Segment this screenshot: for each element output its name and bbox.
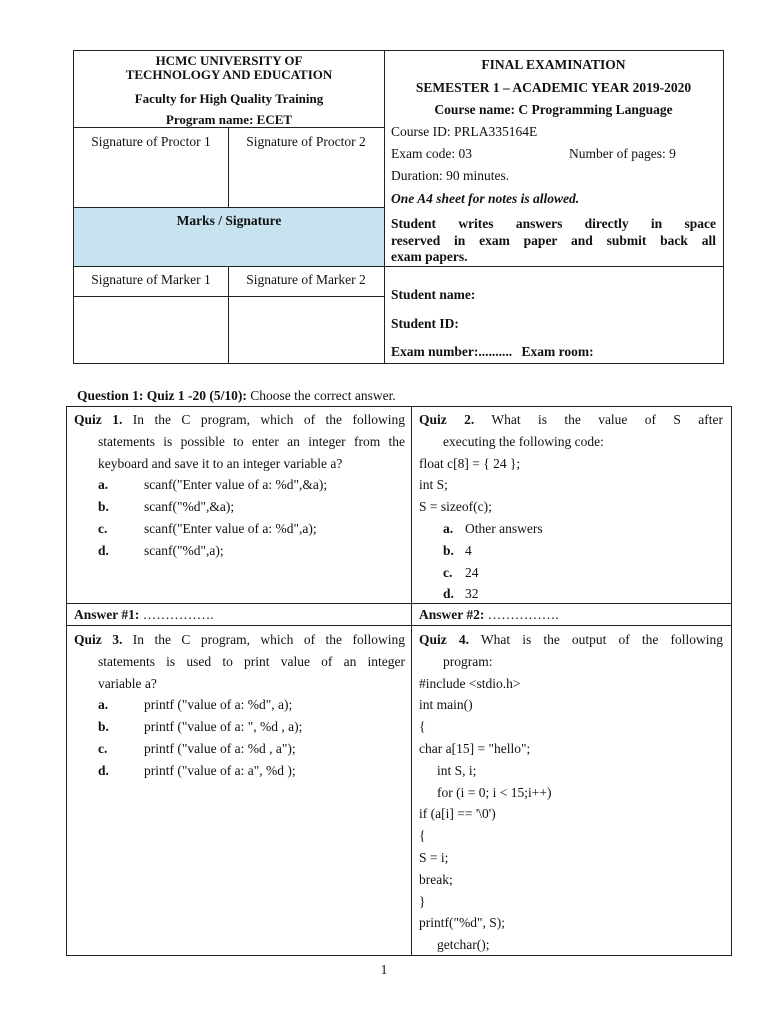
option-text: scanf("%d",&a); xyxy=(144,499,235,515)
course-id: Course ID: PRLA335164E xyxy=(391,124,538,139)
proctor2-signature-label: Signature of Proctor 2 xyxy=(246,134,366,149)
quiz3-option-c[interactable] xyxy=(74,738,405,760)
quiz3-option-b[interactable] xyxy=(74,716,405,738)
option-label: b. xyxy=(98,499,109,515)
code-line: for (i = 0; i < 15;i++) xyxy=(437,784,552,800)
quiz1-option-d[interactable] xyxy=(74,540,405,562)
proctor1-signature-label: Signature of Proctor 1 xyxy=(91,134,211,149)
quiz3-text: variable a? xyxy=(98,675,157,691)
quiz4-text: program: xyxy=(443,653,493,669)
answer2[interactable] xyxy=(419,604,559,626)
quiz4-text: What is the output of the following xyxy=(469,632,723,647)
code-line: { xyxy=(419,719,426,735)
quiz2-option-c[interactable] xyxy=(419,562,723,584)
question1-title: Question 1: Quiz 1 -20 (5/10): xyxy=(77,388,247,403)
code-line: } xyxy=(419,893,426,909)
option-text: Other answers xyxy=(465,520,543,536)
code-line: int S, i; xyxy=(437,762,477,778)
instruction-line: exam papers. xyxy=(391,249,468,264)
quiz4-question xyxy=(419,629,723,651)
answer1-dots: ……………. xyxy=(139,607,214,622)
option-label: d. xyxy=(98,762,109,778)
code-line: char a[15] = "hello"; xyxy=(419,740,531,756)
exam-number-label: Exam number:.......... xyxy=(391,344,513,359)
option-text: printf ("value of a: ", %d , a); xyxy=(144,719,303,735)
divider xyxy=(411,407,412,955)
marks-label: Marks / Signature xyxy=(176,213,282,228)
option-text: printf ("value of a: %d , a"); xyxy=(144,740,296,756)
option-label: a. xyxy=(443,520,454,536)
quiz2-cell xyxy=(419,409,723,605)
divider xyxy=(74,296,384,297)
option-label: a. xyxy=(98,697,109,713)
quiz1-option-b[interactable] xyxy=(74,496,405,518)
option-text: 4 xyxy=(465,542,472,558)
instruction-line: Student writes answers directly in space xyxy=(391,216,716,231)
option-label: d. xyxy=(443,586,454,602)
code-line: break; xyxy=(419,871,453,887)
duration: Duration: 90 minutes. xyxy=(391,168,510,183)
code-line: { xyxy=(419,828,426,844)
answer1[interactable] xyxy=(74,604,214,626)
quiz1-cell xyxy=(74,409,405,562)
option-label: c. xyxy=(443,564,453,580)
option-text: scanf("Enter value of a: %d",a); xyxy=(144,520,317,536)
semester: SEMESTER 1 – ACADEMIC YEAR 2019-2020 xyxy=(415,80,692,95)
quiz3-option-a[interactable] xyxy=(74,694,405,716)
student-name-label: Student name: xyxy=(391,287,476,302)
quiz2-option-b[interactable] xyxy=(419,540,723,562)
quiz1-option-a[interactable] xyxy=(74,474,405,496)
university-name xyxy=(74,54,384,82)
notes-allowed: One A4 sheet for notes is allowed. xyxy=(391,191,580,206)
page-count: Number of pages: 9 xyxy=(569,146,676,161)
marker1-signature-label: Signature of Marker 1 xyxy=(91,272,211,287)
page-number: 1 xyxy=(380,962,388,977)
quiz2-text: executing the following code: xyxy=(443,433,604,449)
marks-band xyxy=(74,208,384,266)
exam-title: FINAL EXAMINATION xyxy=(481,57,626,72)
code-line: #include <stdio.h> xyxy=(419,675,521,691)
university-line: TECHNOLOGY AND EDUCATION xyxy=(125,67,333,82)
code-line: int S; xyxy=(419,477,448,493)
marker2-signature-label: Signature of Marker 2 xyxy=(246,272,366,287)
code-line: if (a[i] == '\0') xyxy=(419,806,496,822)
quiz1-question xyxy=(74,409,405,431)
quiz1-text: keyboard and save it to an integer variable a? xyxy=(98,455,343,471)
question1-heading xyxy=(77,388,396,404)
instruction-line: reserved in exam paper and submit back all xyxy=(391,232,716,248)
option-text: 24 xyxy=(465,564,479,580)
answer2-dots: ……………. xyxy=(484,607,559,622)
course-name: Course name: C Programming Language xyxy=(434,102,673,117)
exam-number-room xyxy=(391,344,594,360)
program-name: Program name: ECET xyxy=(165,112,293,127)
question1-instruction: Choose the correct answer. xyxy=(246,388,396,403)
quiz1-text: statements is possible to enter an integer from the xyxy=(98,433,405,449)
quiz3-cell xyxy=(74,629,405,782)
quiz-table xyxy=(66,406,732,956)
option-text: scanf("%d",a); xyxy=(144,542,224,558)
option-label: d. xyxy=(98,542,109,558)
option-label: c. xyxy=(98,520,108,536)
exam-code: Exam code: 03 xyxy=(391,146,472,161)
quiz3-label: Quiz 3. xyxy=(74,632,123,647)
quiz4-cell xyxy=(419,629,723,956)
option-label: b. xyxy=(443,542,454,558)
option-label: c. xyxy=(98,740,108,756)
university-line: HCMC UNIVERSITY OF xyxy=(155,53,303,68)
code-line: S = i; xyxy=(419,849,449,865)
header-center-divider xyxy=(384,51,385,363)
quiz2-label: Quiz 2. xyxy=(419,412,475,427)
quiz2-text: What is the value of S after xyxy=(474,412,723,427)
answer2-label: Answer #2: xyxy=(419,607,485,622)
quiz2-option-d[interactable] xyxy=(419,583,723,605)
quiz3-question xyxy=(74,629,405,651)
option-text: scanf("Enter value of a: %d",&a); xyxy=(144,477,328,493)
quiz2-option-a[interactable] xyxy=(419,518,723,540)
quiz3-option-d[interactable] xyxy=(74,760,405,782)
quiz2-question xyxy=(419,409,723,431)
option-label: a. xyxy=(98,477,109,493)
answer1-label: Answer #1: xyxy=(74,607,140,622)
instructions xyxy=(391,216,716,266)
quiz4-label: Quiz 4. xyxy=(419,632,469,647)
code-line: int main() xyxy=(419,697,473,713)
quiz1-text: In the C program, which of the following xyxy=(122,412,405,427)
divider xyxy=(74,266,384,267)
student-id-label: Student ID: xyxy=(391,316,459,331)
code-line: float c[8] = { 24 }; xyxy=(419,455,521,471)
exam-room-label: Exam room: xyxy=(521,344,594,359)
option-text: 32 xyxy=(465,586,479,602)
exam-header xyxy=(73,50,724,364)
quiz3-text: In the C program, which of the following xyxy=(122,632,405,647)
option-text: printf ("value of a: %d", a); xyxy=(144,697,293,713)
quiz1-label: Quiz 1. xyxy=(74,412,123,427)
divider xyxy=(384,266,723,267)
code-line: printf("%d", S); xyxy=(419,915,506,931)
option-text: printf ("value of a: a", %d ); xyxy=(144,762,296,778)
code-line: getchar(); xyxy=(437,937,490,953)
code-line: S = sizeof(c); xyxy=(419,499,492,515)
faculty-name: Faculty for High Quality Training xyxy=(134,91,324,106)
option-label: b. xyxy=(98,719,109,735)
quiz1-option-c[interactable] xyxy=(74,518,405,540)
quiz3-text: statements is used to print value of an integer xyxy=(98,653,405,669)
